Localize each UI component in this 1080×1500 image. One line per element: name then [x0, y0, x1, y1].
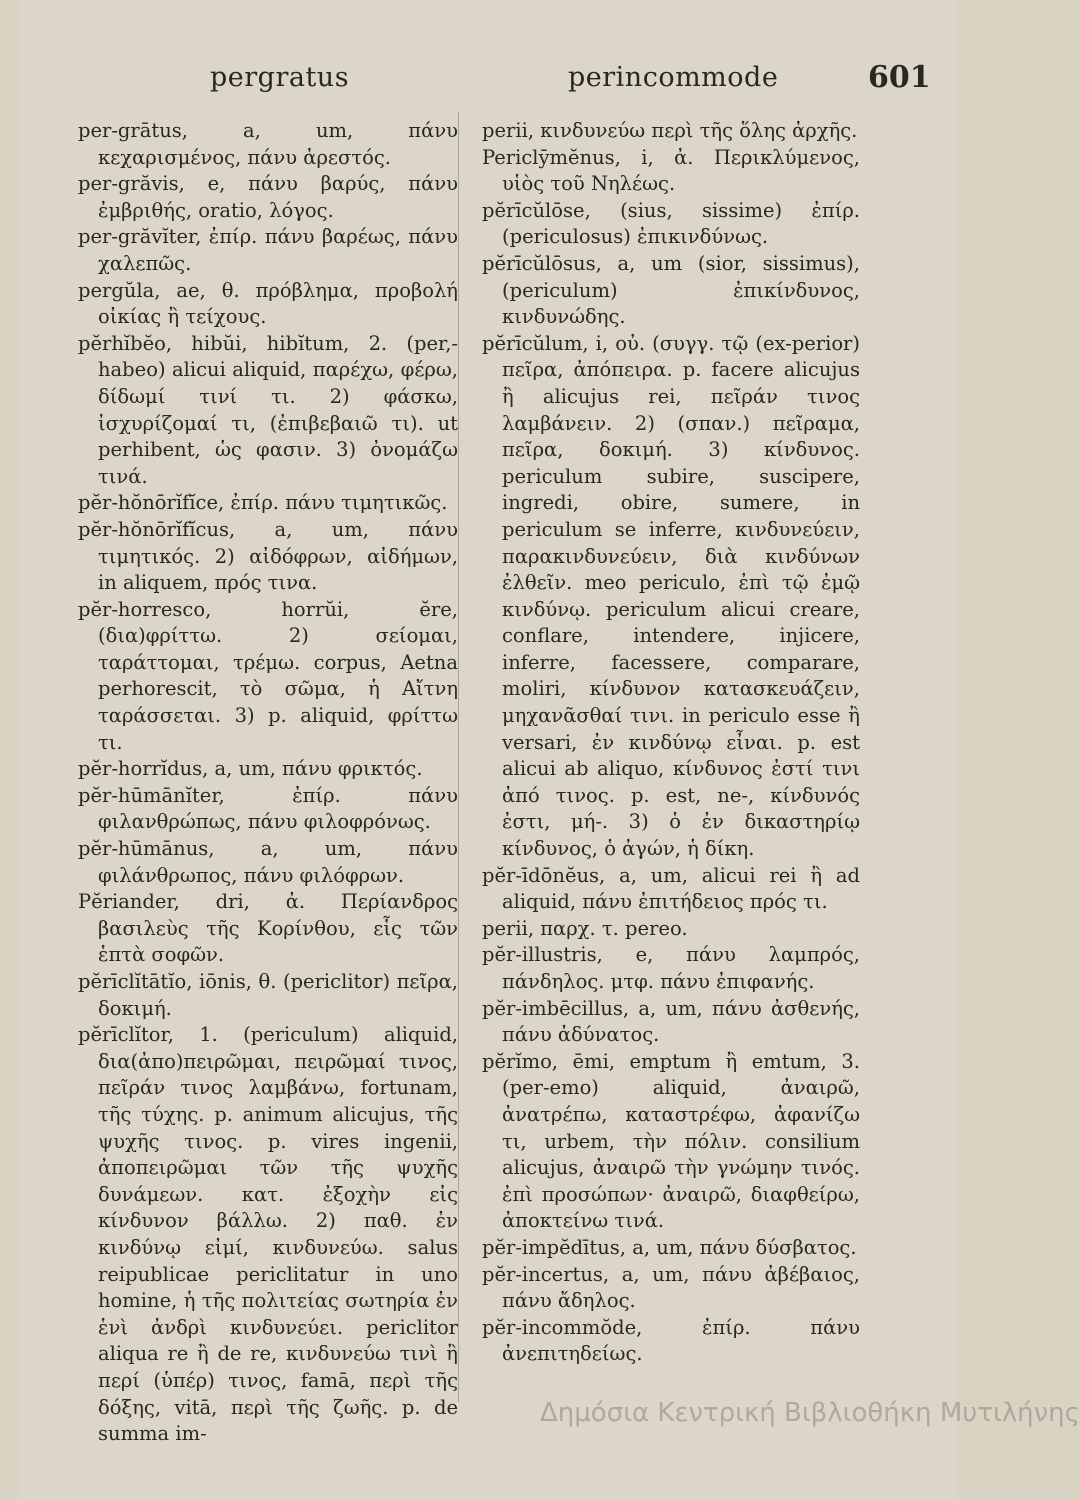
dictionary-entry: pĕr-incertus, a, um, πάνυ ἀβέβαιος, πάνυ ἄδηλος.	[482, 1262, 860, 1313]
left-column	[78, 118, 458, 1448]
dictionary-entry: pĕr-imbēcillus, a, um, πάνυ ἀσθενής, πάνυ ἀδύνατος.	[482, 996, 860, 1047]
dictionary-entry: pĕr-hūmānĭter, ἐπίρ. πάνυ φιλανθρώπως, πάνυ φιλοφρόνως.	[78, 783, 458, 834]
dictionary-entry-continuation: perii, κινδυνεύω περὶ τῆς ὅλης ἀρχῆς.	[482, 119, 858, 142]
dictionary-entry: pĕr-īdōnĕus, a, um, alicui rei ἢ ad aliquid, πάνυ ἐπιτήδειος πρός τι.	[482, 863, 860, 914]
dictionary-entry: perii, παρχ. τ. pereo.	[482, 916, 688, 940]
dictionary-entry: pĕr-incommŏde, ἐπίρ. πάνυ ἀνεπιτηδείως.	[482, 1315, 860, 1366]
library-watermark: Δημόσια Κεντρική Βιβλιοθήκη Μυτιλήνης	[540, 1398, 1080, 1428]
dictionary-entry: pĕrīcŭlōse, (sius, sissime) ἐπίρ. (periculosus) ἐπικινδύνως.	[482, 198, 860, 249]
dictionary-entry: pĕrĭmo, ēmi, emptum ἢ emtum, 3. (per-emo) aliquid, ἀναιρῶ, ἀνατρέπω, καταστρέφω, ἀφανίζω τι, urbem, τὴν πόλιν. consilium alicujus, ἀναιρῶ τὴν γνώμην τινός. ἐπὶ προσώπων· ἀναιρῶ, διαφθείρω, ἀποκτείνω τινά.	[482, 1049, 860, 1233]
dictionary-entry: pĕrīclĭtor, 1. (periculum) aliquid, δια(ἀπο)πειρῶμαι, πειρῶμαί τινος, πεῖράν τινος λαμβάνω, fortunam, τῆς τύχης. p. animum alicujus, τῆς ψυχῆς τινος. p. vires ingenii, ἀποπειρῶμαι τῶν τῆς ψυχῆς δυνάμεων. κατ. ἐξοχὴν εἰς κίνδυνον βάλλω. 2) παθ. ἐν κινδύνῳ εἰμί, κινδυνεύω. salus reipublicae periclitatur in uno homine, ἡ τῆς πολιτείας σωτηρία ἐν ἑνὶ ἀνδρὶ κινδυνεύει. periclitor aliqua re ἢ de re, κινδυνεύω τινὶ ἢ περί (ὑπέρ) τινος, famā, περὶ τῆς δόξης, vitā, περὶ τῆς ζωῆς. p. de summa im-	[78, 1023, 458, 1446]
dictionary-entry: pĕr-horrĭdus, a, um, πάνυ φρικτός.	[78, 757, 423, 781]
dictionary-entry: pĕrīcŭlōsus, a, um (sior, sissimus), (periculum) ἐπικίνδυνος, κινδυνώδης.	[482, 251, 860, 329]
dictionary-entry: Periclȳmĕnus, i, ἀ. Περικλύμενος, υἱὸς τοῦ Νηλέως.	[482, 145, 860, 196]
dictionary-entry: pergŭla, ae, θ. πρόβλημα, προβολή οἰκίας ἢ τείχους.	[78, 278, 458, 329]
dictionary-entry: pĕr-hŏnōrĭfĭcus, a, um, πάνυ τιμητικός. 2) αἰδόφρων, αἰδήμων, in aliquem, πρός τινα.	[78, 517, 458, 595]
dictionary-entry: per-grăvis, e, πάνυ βαρύς, πάνυ ἐμβριθής, oratio, λόγος.	[78, 172, 458, 222]
dictionary-entry: per-grātus, a, um, πάνυ κεχαρισμένος, πάνυ ἀρεστός.	[78, 119, 458, 169]
page-header	[20, 62, 956, 102]
dictionary-entry: pĕrīcŭlum, i, οὐ. (συγγ. τῷ (ex-perior) πεῖρα, ἀπόπειρα. p. facere alicujus ἢ alicujus rei, πεῖράν τινος λαμβάνειν. 2) (σπαν.) πεῖραμα, πεῖρα, δοκιμή. 3) κίνδυνος. periculum subire, suscipere, ingredi, obire, sumere, in periculum se inferre, κινδυνεύειν, παρακινδυνεύειν, διὰ κινδύνων ἐλθεῖν. meo periculo, ἐπὶ τῷ ἐμῷ κινδύνῳ. periculum alicui creare, conflare, intendere, injicere, inferre, facessere, comparare, moliri, κίνδυνον κατασκευάζειν, μηχανᾶσθαί τινι. in periculo esse ἢ versari, ἐν κινδύνῳ εἶναι. p. est alicui ab aliquo, κίνδυνος ἐστί τινι ἀπό τινος. p. est, ne-, κίνδυνός ἐστι, μή-. 3) ὁ ἐν δικαστηρίῳ κίνδυνος, ὁ ἀγών, ἡ δίκη.	[482, 331, 860, 861]
dictionary-entry: Pĕriander, dri, ἀ. Περίανδρος βασιλεὺς τῆς Κορίνθου, εἷς τῶν ἑπτὰ σοφῶν.	[78, 890, 458, 967]
dictionary-entry: per-grăvĭter, ἐπίρ. πάνυ βαρέως, πάνυ χαλεπῶς.	[78, 225, 458, 275]
dictionary-entry: pĕr-illustris, e, πάνυ λαμπρός, πάνδηλος. μτφ. πάνυ ἐπιφανής.	[482, 943, 860, 993]
column-divider	[458, 112, 459, 1402]
dictionary-entry: pĕr-horresco, horrŭi, ĕre, (δια)φρίττω. 2) σείομαι, ταράττομαι, τρέμω. corpus, Aetna perhorescit, τὸ σῶμα, ἡ Αἴτνη ταράσσεται. 3) p. aliquid, φρίττω τι.	[78, 597, 458, 754]
right-column	[482, 118, 860, 1368]
dictionary-page	[20, 0, 1080, 1500]
dictionary-entry: pĕr-impĕdītus, a, um, πάνυ δύσβατος.	[482, 1235, 857, 1259]
dictionary-entry: pĕr-hūmānus, a, um, πάνυ φιλάνθρωπος, πάνυ φιλόφρων.	[78, 837, 458, 887]
dictionary-entry: pĕrhĭbĕo, hibŭi, hibĭtum, 2. (per,-habeo) alicui aliquid, παρέχω, φέρω, δίδωμί τινί τι. 2) φάσκω, ἰσχυρίζομαί τι, (ἐπιβεβαιῶ τι). ut perhibent, ὡς φασιν. 3) ὀνομάζω τινά.	[78, 331, 458, 488]
page-number: 601	[868, 60, 931, 95]
right-guide-word: perincommode	[568, 62, 779, 93]
dictionary-entry: pĕr-hŏnōrĭfĭce, ἐπίρ. πάνυ τιμητικῶς.	[78, 491, 448, 515]
dictionary-entry: pĕrīclĭtātĭo, iōnis, θ. (periclitor) πεῖρα, δοκιμή.	[78, 970, 458, 1020]
left-guide-word: pergratus	[210, 62, 350, 93]
